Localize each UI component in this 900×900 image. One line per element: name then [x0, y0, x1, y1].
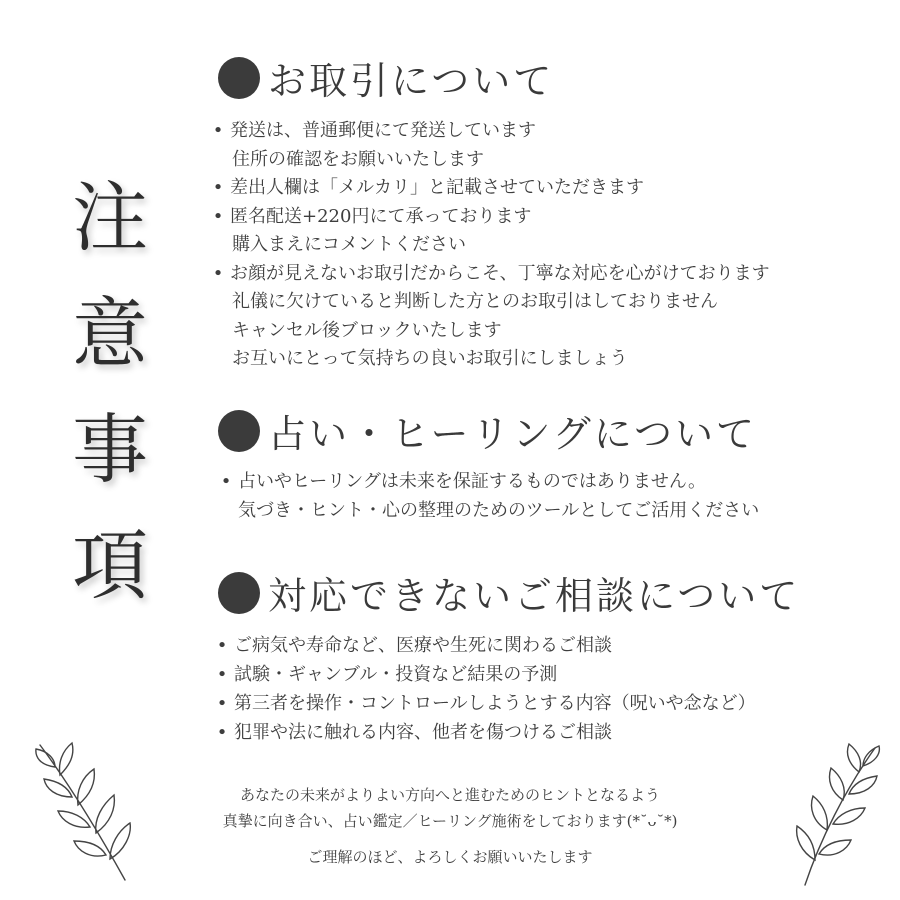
item-line: お顔が見えないお取引だからこそ、丁寧な対応を心がけております — [230, 262, 770, 284]
section-heading-text: お取引について — [268, 59, 555, 103]
bullet-icon: • — [216, 693, 228, 714]
section-heading-transactions — [218, 50, 554, 105]
title-char: 項 — [72, 521, 148, 610]
item-line: 礼儀に欠けていると判断した方とのお取引はしておりません — [232, 291, 718, 312]
section-heading-fortune-healing — [218, 403, 757, 458]
list-item — [218, 468, 759, 525]
list-item — [210, 117, 770, 174]
item-line: 住所の確認をお願いいたします — [232, 148, 484, 170]
item-line: 発送は、普通郵便にて発送しています — [230, 120, 536, 141]
fortune-healing-list — [218, 468, 759, 525]
section-heading-unsupported — [218, 565, 800, 620]
bullet-icon: • — [212, 177, 224, 198]
list-item — [210, 260, 770, 374]
bullet-dot-icon — [218, 57, 260, 99]
footer-line: 真摯に向き合い、占い鑑定／ヒーリング施術をしております(*˘ᴗ˘*) — [222, 812, 678, 830]
list-item — [214, 660, 756, 689]
item-line: 購入まえにコメントください — [232, 234, 466, 255]
item-line: 気づき・ヒント・心の整理のためのツールとしてご活用ください — [238, 499, 760, 521]
item-line: 第三者を操作・コントロールしようとする内容（呪いや念など） — [234, 693, 756, 714]
vertical-title — [60, 160, 160, 624]
bullet-icon: • — [216, 664, 228, 685]
list-item — [210, 174, 770, 203]
footer-line: あなたの未来がよりよい方向へと進むためのヒントとなるよう — [239, 786, 660, 804]
list-item — [210, 203, 770, 260]
transactions-list — [210, 117, 770, 374]
footer-line: ご理解のほど、よろしくお願いいたします — [307, 848, 593, 866]
bullet-icon: • — [220, 471, 232, 492]
item-line: お互いにとって気持ちの良いお取引にしましょう — [232, 348, 628, 369]
bullet-icon: • — [212, 262, 224, 284]
item-line: 差出人欄は「メルカリ」と記載させていただきます — [230, 177, 644, 198]
item-line: 犯罪や法に触れる内容、他者を傷つけるご相談 — [234, 722, 612, 743]
unsupported-list — [214, 631, 756, 747]
section-heading-text: 占い・ヒーリングについて — [268, 412, 757, 456]
bullet-icon: • — [212, 205, 224, 227]
bullet-icon: • — [216, 635, 228, 656]
title-char: 注 — [72, 173, 148, 262]
section-heading-text: 対応できないご相談について — [268, 574, 801, 618]
bullet-dot-icon — [218, 410, 260, 452]
list-item — [214, 718, 756, 747]
item-line: キャンセル後ブロックいたします — [232, 319, 502, 341]
title-char: 意 — [72, 289, 148, 378]
bullet-dot-icon — [218, 572, 260, 614]
item-line: 匿名配送+220円にて承っております — [230, 205, 532, 227]
title-char: 事 — [72, 405, 148, 494]
leaf-branch-left-icon — [30, 735, 140, 885]
leaf-branch-right-icon — [775, 740, 885, 890]
item-line: ご病気や寿命など、医療や生死に関わるご相談 — [234, 635, 612, 656]
item-line: 占いやヒーリングは未来を保証するものではありません。 — [238, 471, 706, 492]
list-item — [214, 631, 756, 660]
item-line: 試験・ギャンブル・投資など結果の予測 — [234, 664, 558, 685]
list-item — [214, 689, 756, 718]
bullet-icon: • — [216, 722, 228, 743]
bullet-icon: • — [212, 120, 224, 141]
